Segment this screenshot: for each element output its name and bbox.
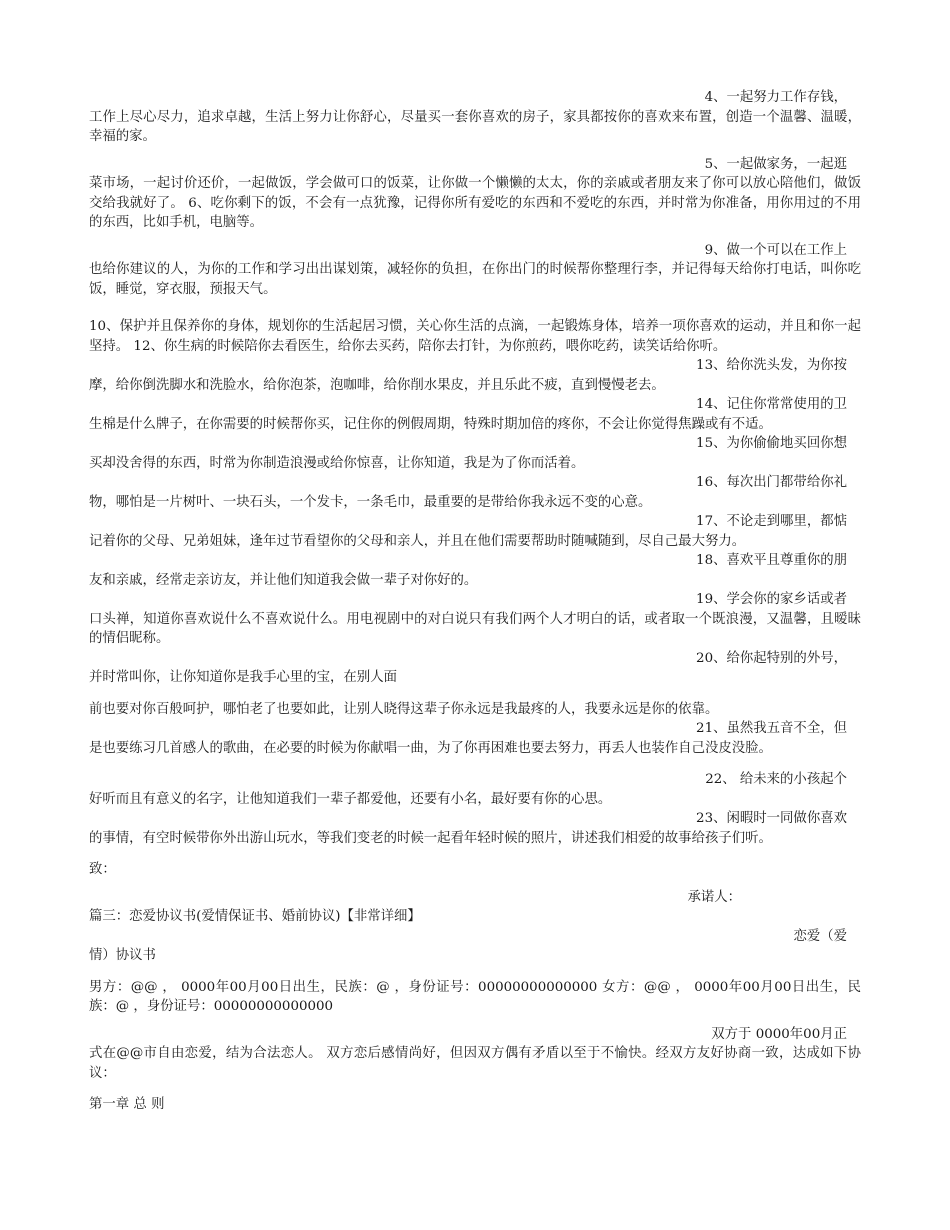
item-17-body: 记着你的父母、兄弟姐妹，逢年过节看望你的父母和亲人，并且在他们需要帮助时随喊随到，尽自己最大努力。	[89, 533, 746, 549]
item-16-head: 16、每次出门都带给你礼	[696, 475, 847, 490]
item-21-body: 是也要练习几首感人的歌曲，在必要的时候为你献唱一曲，为了你再困难也要去努力，再丢人也装作自己没皮没脸。	[89, 740, 772, 756]
item-5-head: 5、一起做家务，一起逛	[704, 156, 847, 172]
since-head: 双方于 0000年00月正	[711, 1026, 847, 1042]
item-4-body: 工作上尽心尽力，追求卓越，生活上努力让你舒心，尽量买一套你喜欢的房子，家具都按你的喜欢来布置，创造一个温馨、温暖，幸福的家。	[89, 109, 861, 144]
chapter-1-heading: 第一章 总 则	[89, 1097, 165, 1112]
item-20-head: 20、给你起特别的外号，	[696, 650, 847, 666]
item-15-head: 15、为你偷偷地买回你想	[696, 436, 847, 451]
item-20-body-2: 前也要对你百般呵护，哪怕老了也要如此，让别人晓得这辈子你永远是我最疼的人，我要永远是你的依靠。	[89, 701, 719, 717]
since-body: 式在@@市自由恋爱，结为合法恋人。 双方恋后感情尚好，但因双方偶有矛盾以至于不愉快。经双方友好协商一致，达成如下协议：	[89, 1046, 861, 1081]
item-13-body: 摩，给你倒洗脚水和洗脸水，给你泡茶，泡咖啡，给你削水果皮，并且乐此不疲，直到慢慢老去。	[89, 377, 665, 393]
item-10-body: 10、保护并且保养你的身体，规划你的生活起居习惯，关心你生活的点滴，一起锻炼身体，培养一项你喜欢的运动，并且和你一起坚持。 12、你生病的时候陪你去看医生，给你去买药，陪你去打针，为你煎药，喂你吃药，读笑话给你听。	[89, 319, 861, 354]
item-19-body: 口头禅，知道你喜欢说什么不喜欢说什么。用电视剧中的对白说只有我们两个人才明白的话，或者取一个既浪漫，又温馨，且暧昧的情侣昵称。	[89, 611, 861, 646]
promiser-label: 承诺人：	[687, 889, 741, 905]
item-9-head: 9、做一个可以在工作上	[704, 242, 847, 258]
item-21-head: 21、虽然我五音不全，但	[696, 721, 847, 736]
item-13-head: 13、给你洗头发，为你按	[696, 358, 847, 373]
item-16-body: 物，哪怕是一片树叶、一块石头，一个发卡，一条毛巾，最重要的是带给你我永远不变的心意。	[89, 494, 652, 510]
item-19-head: 19、学会你的家乡话或者	[696, 592, 847, 607]
item-22-body: 好听而且有意义的名字，让他知道我们一辈子都爱他，还要有小名，最好要有你的心思。	[89, 791, 612, 807]
item-14-head: 14、记住你常常使用的卫	[696, 397, 847, 412]
item-5-body: 菜市场，一起讨价还价，一起做饭，学会做可口的饭菜，让你做一个懒懒的太太，你的亲戚或者朋友来了你可以放心陪他们，做饭交给我就好了。 6、吃你剩下的饭，不会有一点犹豫，记得你所有爱吃的东西和不爱吃的东西，并时常为你准备，用你用过的不用的东西，比如手机，电脑等。	[89, 176, 861, 230]
item-4-head: 4、一起努力工作存钱，	[704, 90, 847, 105]
item-23-head: 23、闲暇时一同做你喜欢	[696, 811, 847, 826]
agreement-title-head: 恋爱（爱	[793, 928, 847, 944]
item-9-body: 也给你建议的人，为你的工作和学习出出谋划策，减轻你的负担，在你出门的时候帮你整理行李，并记得每天给你打电话，叫你吃饭，睡觉，穿衣服，预报天气。	[89, 262, 861, 297]
item-14-body: 生棉是什么牌子，在你需要的时候帮你买，记住你的例假周期，特殊时期加倍的疼你，不会让你觉得焦躁或有不适。	[89, 416, 772, 432]
agreement-title-tail: 情）协议书	[89, 948, 156, 963]
item-22-head: 22、 给未来的小孩起个	[705, 772, 847, 787]
part3-title: 篇三：恋爱协议书(爱情保证书、婚前协议)【非常详细】	[89, 909, 421, 924]
item-18-head: 18、喜欢平且尊重你的朋	[696, 553, 847, 568]
item-17-head: 17、不论走到哪里，都惦	[696, 514, 847, 529]
item-20-body-1: 并时常叫你，让你知道你是我手心里的宝，在别人面	[89, 670, 397, 685]
document-page	[89, 88, 861, 1115]
item-15-body: 买却没舍得的东西，时常为你制造浪漫或给你惊喜，让你知道，我是为了你而活着。	[89, 455, 585, 471]
item-23-body: 的事情，有空时候带你外出游山玩水，等我们变老的时候一起看年轻时候的照片，讲述我们相爱的故事给孩子们听。	[89, 830, 772, 846]
salutation: 致：	[89, 862, 116, 877]
item-18-body: 友和亲戚，经常走亲访友，并让他们知道我会做一辈子对你好的。	[89, 572, 478, 588]
parties-info: 男方：@@ ， 0000年00月00日出生，民族：@ ，身份证号：00000000000000 女方：@@ ， 0000年00月00日出生，民族：@ ，身份证号：00000000000000	[89, 979, 861, 1014]
